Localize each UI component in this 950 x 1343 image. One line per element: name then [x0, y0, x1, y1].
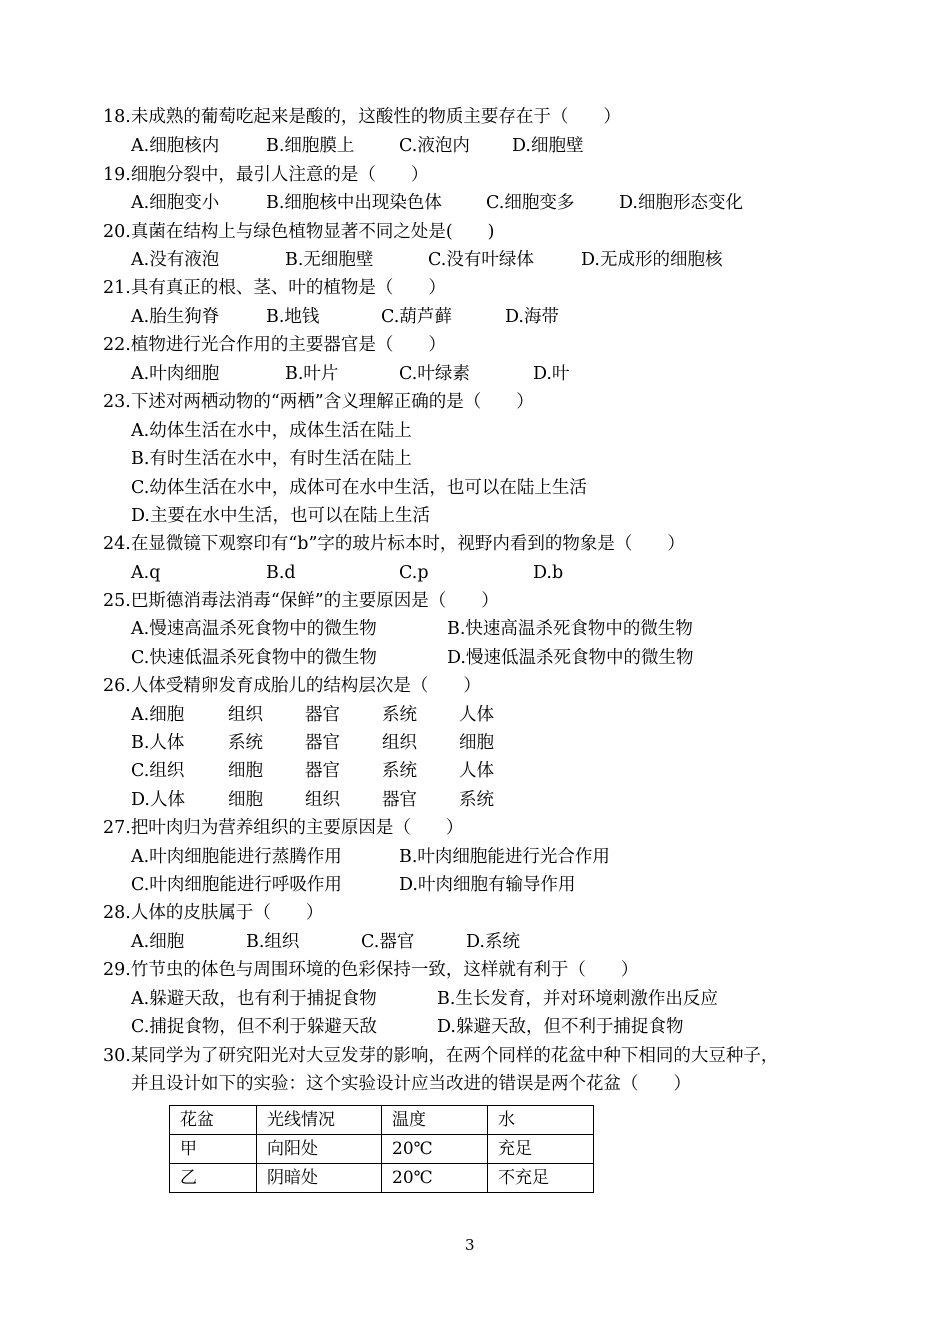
option-d: D.海带 — [505, 307, 559, 327]
option-d: D.无成形的细胞核 — [581, 250, 723, 270]
question-22: 22.植物进行光合作用的主要器官是（ ） — [103, 335, 446, 355]
option-a: A.幼体生活在水中，成体生活在陆上 — [131, 421, 412, 441]
question-30-continuation: 并且设计如下的实验：这个实验设计应当改进的错误是两个花盆（ ） — [131, 1074, 691, 1094]
option-d: D.叶肉细胞有输导作用 — [399, 875, 576, 895]
option-a: A.细胞核内 — [131, 136, 220, 156]
level-cell: 系统 — [382, 761, 417, 781]
question-29-options-row1 — [0, 985, 950, 1013]
option-d-label: D.人体 — [131, 790, 185, 810]
level-cell: 器官 — [305, 761, 340, 781]
option-d: D.系统 — [466, 932, 520, 952]
option-a: A.叶肉细胞能进行蒸腾作用 — [131, 847, 342, 867]
question-27: 27.把叶肉归为营养组织的主要原因是（ ） — [103, 818, 464, 838]
level-cell: 组织 — [382, 733, 417, 753]
option-b: B.有时生活在水中，有时生活在陆上 — [131, 449, 412, 469]
option-b: B.叶片 — [285, 364, 339, 384]
question-22-options — [0, 360, 950, 388]
option-b: B.无细胞壁 — [285, 250, 374, 270]
option-b-label: B.人体 — [131, 733, 185, 753]
option-b: B.组织 — [246, 932, 300, 952]
table-header-cell: 水 — [488, 1106, 594, 1135]
option-b: B.地钱 — [266, 307, 320, 327]
option-c-row — [0, 757, 950, 785]
option-c: C.快速低温杀死食物中的微生物 — [131, 648, 377, 668]
option-b: B.细胞膜上 — [266, 136, 355, 156]
table-cell: 20℃ — [382, 1135, 488, 1164]
table-cell: 向阳处 — [257, 1135, 382, 1164]
option-a: A.细胞 — [131, 932, 185, 952]
option-a-label: A.细胞 — [131, 705, 185, 725]
option-a: A.胎生狗脊 — [131, 307, 220, 327]
question-29-options-row2 — [0, 1013, 950, 1041]
experiment-table — [169, 1105, 594, 1193]
table-cell: 不充足 — [488, 1164, 594, 1193]
table-cell: 20℃ — [382, 1164, 488, 1193]
option-c: C.p — [399, 563, 429, 583]
level-cell: 系统 — [228, 733, 263, 753]
question-25-options-row1 — [0, 615, 950, 643]
option-d: D.细胞形态变化 — [619, 193, 743, 213]
level-cell: 人体 — [459, 761, 494, 781]
level-cell: 器官 — [305, 705, 340, 725]
question-21: 21.具有真正的根、茎、叶的植物是（ ） — [103, 278, 446, 298]
level-cell: 器官 — [305, 733, 340, 753]
level-cell: 人体 — [459, 705, 494, 725]
level-cell: 组织 — [305, 790, 340, 810]
question-19: 19.细胞分裂中，最引人注意的是（ ） — [103, 165, 429, 185]
table-header-cell: 光线情况 — [257, 1106, 382, 1135]
table-cell: 充足 — [488, 1135, 594, 1164]
option-d: D.b — [533, 563, 564, 583]
option-c: C.叶肉细胞能进行呼吸作用 — [131, 875, 342, 895]
option-a: A.q — [131, 563, 161, 583]
option-c: C.幼体生活在水中，成体可在水中生活，也可以在陆上生活 — [131, 478, 587, 498]
option-c: C.液泡内 — [399, 136, 470, 156]
option-d-row — [0, 786, 950, 814]
question-21-options — [0, 303, 950, 331]
level-cell: 细胞 — [228, 790, 263, 810]
table-header-cell: 温度 — [382, 1106, 488, 1135]
option-c-label: C.组织 — [131, 761, 185, 781]
option-d: D.主要在水中生活，也可以在陆上生活 — [131, 506, 430, 526]
level-cell: 器官 — [382, 790, 417, 810]
option-c: C.叶绿素 — [399, 364, 470, 384]
level-cell: 组织 — [228, 705, 263, 725]
question-24: 24.在显微镜下观察印有“b”字的玻片标本时，视野内看到的物象是（ ） — [103, 534, 685, 554]
option-a: A.细胞变小 — [131, 193, 220, 213]
table-row — [170, 1135, 594, 1164]
option-a: A.没有液泡 — [131, 250, 220, 270]
option-b: B.快速高温杀死食物中的微生物 — [447, 619, 693, 639]
option-a: A.叶肉细胞 — [131, 364, 220, 384]
option-b: B.d — [266, 563, 296, 583]
question-18-options — [0, 132, 950, 160]
question-23: 23.下述对两栖动物的“两栖”含义理解正确的是（ ） — [103, 392, 534, 412]
question-20-options — [0, 246, 950, 274]
question-18: 18.未成熟的葡萄吃起来是酸的，这酸性的物质主要存在于（ ） — [103, 107, 621, 127]
question-26: 26.人体受精卵发育成胎儿的结构层次是（ ） — [103, 676, 481, 696]
table-header-cell: 花盆 — [170, 1106, 257, 1135]
table-row — [170, 1164, 594, 1193]
option-c: C.捕捉食物，但不利于躲避天敌 — [131, 1017, 377, 1037]
table-header-row — [170, 1106, 594, 1135]
page-number: 3 — [465, 1236, 475, 1254]
option-b-row — [0, 729, 950, 757]
option-a: A.躲避天敌，也有利于捕捉食物 — [131, 989, 377, 1009]
level-cell: 细胞 — [459, 733, 494, 753]
question-19-options — [0, 189, 950, 217]
option-a: A.慢速高温杀死食物中的微生物 — [131, 619, 377, 639]
question-30: 30.某同学为了研究阳光对大豆发芽的影响，在两个同样的花盆中种下相同的大豆种子， — [103, 1046, 779, 1066]
option-d: D.叶 — [533, 364, 570, 384]
option-b: B.生长发育，并对环境刺激作出反应 — [437, 989, 718, 1009]
question-25-options-row2 — [0, 644, 950, 672]
level-cell: 系统 — [382, 705, 417, 725]
option-d: D.慢速低温杀死食物中的微生物 — [447, 648, 694, 668]
question-27-options-row2 — [0, 871, 950, 899]
option-a-row — [0, 701, 950, 729]
table-cell: 甲 — [170, 1135, 257, 1164]
table-cell: 乙 — [170, 1164, 257, 1193]
option-c: C.细胞变多 — [486, 193, 575, 213]
option-d: D.细胞壁 — [512, 136, 584, 156]
question-28: 28.人体的皮肤属于（ ） — [103, 903, 324, 923]
table-cell: 阴暗处 — [257, 1164, 382, 1193]
question-24-options — [0, 559, 950, 587]
option-b: B.叶肉细胞能进行光合作用 — [399, 847, 610, 867]
question-29: 29.竹节虫的体色与周围环境的色彩保持一致，这样就有利于（ ） — [103, 960, 639, 980]
question-20: 20.真菌在结构上与绿色植物显著不同之处是( ) — [103, 222, 495, 242]
option-c: C.没有叶绿体 — [428, 250, 534, 270]
option-b: B.细胞核中出现染色体 — [266, 193, 442, 213]
question-28-options — [0, 928, 950, 956]
level-cell: 系统 — [459, 790, 494, 810]
question-27-options-row1 — [0, 843, 950, 871]
option-c: C.葫芦藓 — [381, 307, 452, 327]
option-c: C.器官 — [361, 932, 415, 952]
question-25: 25.巴斯德消毒法消毒“保鲜”的主要原因是（ ） — [103, 591, 499, 611]
level-cell: 细胞 — [228, 761, 263, 781]
option-d: D.躲避天敌，但不利于捕捉食物 — [437, 1017, 684, 1037]
